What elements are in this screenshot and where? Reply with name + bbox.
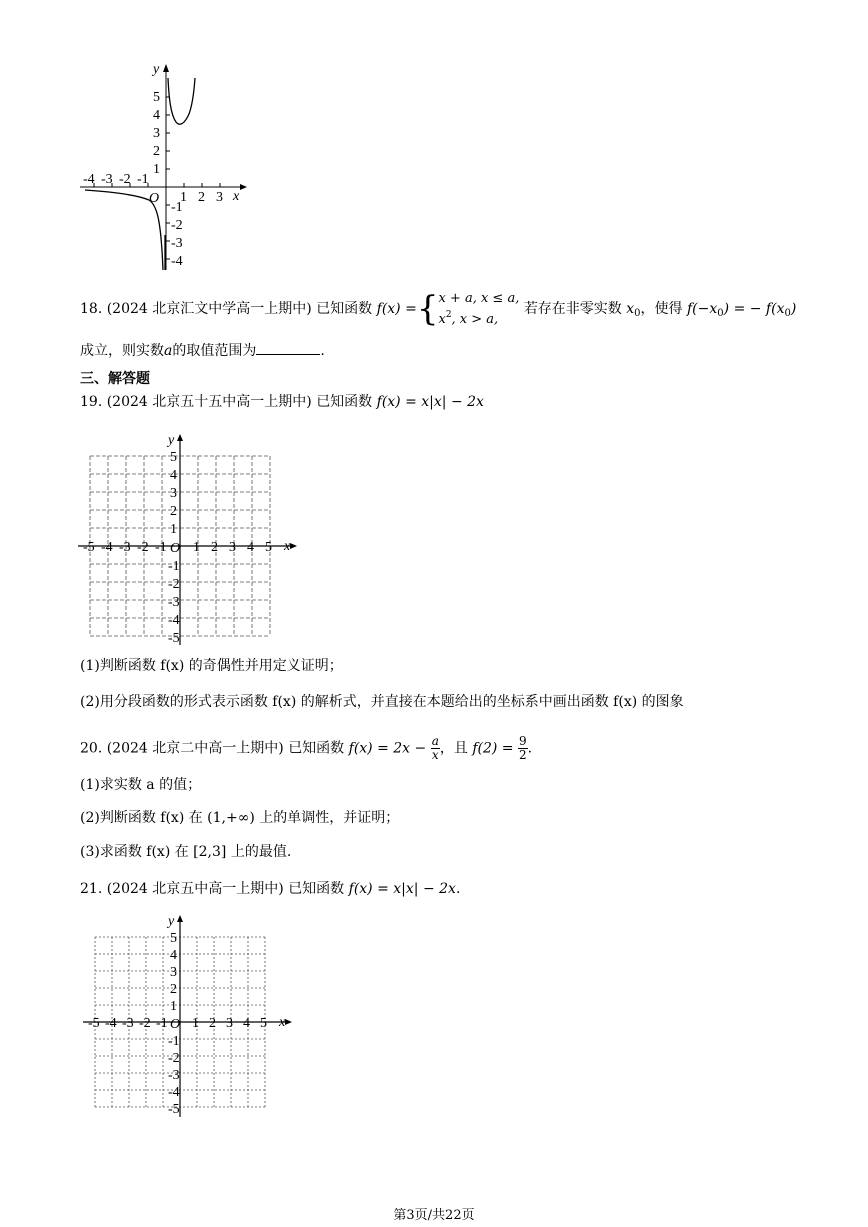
q19-x-tick-label: 4 — [247, 540, 254, 555]
q19-number: 19. — [80, 394, 103, 410]
q19-y-tick-label: -1 — [168, 559, 180, 574]
q20-formula-a: f(x) = 2x − — [348, 740, 427, 757]
q19-x-arrow — [290, 543, 297, 549]
q20-part2: (2)判断函数 f(x) 在 (1,+∞) 上的单调性，并证明； — [80, 810, 400, 826]
q18-case2-rest: , x > a, — [451, 312, 499, 327]
q20-frac-den: x — [431, 748, 439, 762]
graph1-yt-3: 3 — [153, 126, 160, 141]
graph1-xt-n3: -3 — [101, 172, 113, 187]
q21-text: 已知函数 — [288, 881, 345, 897]
q21-x-tick-label: 1 — [192, 1016, 199, 1031]
q21-x-tick-label: 2 — [209, 1016, 216, 1031]
q20-frac2-num: 9 — [518, 734, 527, 748]
q21-y-tick-label: 1 — [170, 999, 177, 1014]
q19-part1: (1)判断函数 f(x) 的奇偶性并用定义证明； — [80, 658, 343, 674]
q18-var-a: a — [164, 343, 173, 359]
q18-line2-text: 成立，则实数 — [80, 343, 164, 359]
graph1-curve-right — [168, 78, 195, 124]
graph1-ytn-1: -1 — [171, 200, 183, 215]
q21-number: 21. — [80, 881, 103, 897]
q18-period: . — [320, 343, 325, 359]
graph1-origin-label: O — [149, 191, 160, 206]
q20-part3: (3)求函数 f(x) 在 [2,3] 上的最值. — [80, 844, 292, 860]
function-graph-1 — [75, 60, 255, 275]
graph1-yt-1: 1 — [153, 162, 160, 177]
q21-y-tick-label: -3 — [168, 1068, 180, 1083]
q19-origin-label: O — [170, 541, 181, 556]
q21-origin-label: O — [170, 1017, 181, 1032]
q18-line2 — [80, 342, 325, 360]
graph1-yt-4: 4 — [153, 108, 160, 123]
q21-y-tick-label: -5 — [168, 1102, 180, 1117]
q19-x-tick-label: 1 — [193, 540, 200, 555]
q21-period: . — [455, 881, 461, 897]
q18-text-b: 若存在非零实数 — [523, 301, 622, 317]
q21-y-tick-label: 4 — [170, 948, 177, 963]
q18-cond-end: ) — [790, 301, 797, 317]
q19-formula: f(x) = x|x| − 2x — [376, 394, 484, 410]
q21-y-arrow — [177, 915, 183, 922]
q18-case2-base: x — [438, 312, 446, 327]
graph1-x-arrow — [240, 184, 247, 190]
q19-x-tick-label: 2 — [211, 540, 218, 555]
q21-x-tick-label: -3 — [122, 1016, 134, 1031]
q21-x-arrow — [285, 1019, 292, 1025]
q19-text: 已知函数 — [316, 394, 373, 410]
q20-fraction-a-over-x — [431, 735, 440, 762]
coordinate-grid-q19 — [75, 420, 305, 645]
q19-y-tick-label: 1 — [170, 522, 177, 537]
q20-number: 20. — [80, 740, 103, 757]
q19-part2: (2)用分段函数的形式表示函数 f(x) 的解析式，并直接在本题给出的坐标系中画出函数 f(x) 的图象 — [80, 694, 684, 710]
q19-x-tick-label: -5 — [83, 540, 95, 555]
q21-x-label: x — [279, 1015, 286, 1030]
q20-fraction-9-over-2 — [518, 735, 528, 762]
q19-y-tick-label: 2 — [170, 504, 177, 519]
graph1-xt-n2: -2 — [119, 172, 131, 187]
q18-number: 18. — [80, 301, 103, 317]
graph1-y-label: y — [153, 62, 160, 77]
graph1-xt-2: 2 — [198, 190, 205, 205]
q18-text-c: ，使得 — [640, 301, 683, 317]
q18-cond-sub: 0 — [717, 308, 724, 319]
q20-part1: (1)求实数 a 的值； — [80, 777, 202, 793]
graph1-yt-2: 2 — [153, 144, 160, 159]
q20-formula-b: f(2) = — [472, 740, 514, 757]
q20-frac2-den: 2 — [518, 748, 527, 762]
graph1-y-arrow — [163, 64, 169, 72]
q18-answer-blank[interactable] — [256, 342, 320, 355]
graph1-xt-n1: -1 — [137, 172, 149, 187]
q19-x-tick-label: -4 — [101, 540, 113, 555]
q20-period: . — [527, 740, 533, 757]
q21-formula: f(x) = x|x| − 2x — [348, 881, 456, 897]
q18-cond-sub2: 0 — [784, 308, 791, 319]
q18-cases — [438, 290, 519, 328]
q19-x-tick-label: -2 — [137, 540, 149, 555]
q21-y-tick-label: 2 — [170, 982, 177, 997]
q18-x0: x — [626, 301, 635, 317]
page-footer: 第3页/共22页 — [393, 1208, 475, 1223]
q21-x-tick-label: -5 — [88, 1016, 100, 1031]
q21-x-tick-label: -1 — [156, 1016, 168, 1031]
question-20 — [80, 735, 532, 762]
q18-x0-sub: 0 — [634, 308, 641, 319]
q19-y-tick-label: 5 — [170, 450, 177, 465]
q19-y-tick-label: 4 — [170, 468, 177, 483]
graph1-yt-5: 5 — [153, 90, 160, 105]
graph1-x-label: x — [233, 189, 240, 204]
q21-x-tick-label: 4 — [243, 1016, 250, 1031]
graph1-ytn-3: -3 — [171, 236, 183, 251]
q19-source: (2024 北京五十五中高一上期中) — [106, 394, 312, 410]
q18-case1: x + a, x ≤ a, — [438, 291, 520, 306]
q19-y-tick-label: 3 — [170, 486, 177, 501]
q21-y-tick-label: -1 — [168, 1034, 180, 1049]
q19-x-tick-label: -1 — [155, 540, 167, 555]
q18-line2-end: 的取值范围为 — [172, 343, 257, 359]
coordinate-grid-q21 — [75, 905, 305, 1120]
graph1-ytn-2: -2 — [171, 218, 183, 233]
q19-y-tick-label: -4 — [168, 613, 180, 628]
q19-y-tick-label: -3 — [168, 595, 180, 610]
q19-y-label: y — [168, 433, 175, 448]
q19-y-arrow — [177, 434, 183, 441]
q21-y-tick-label: -2 — [168, 1051, 180, 1066]
q21-y-tick-label: 3 — [170, 965, 177, 980]
q21-y-tick-label: 5 — [170, 931, 177, 946]
q21-y-tick-label: -4 — [168, 1085, 180, 1100]
q21-source: (2024 北京五中高一上期中) — [106, 881, 284, 897]
q21-x-tick-label: 5 — [260, 1016, 267, 1031]
q19-y-tick-label: -2 — [168, 577, 180, 592]
graph1-ytn-4: -4 — [171, 254, 183, 269]
question-21 — [80, 880, 460, 898]
graph1-xt-n4: -4 — [83, 172, 95, 187]
q18-brace: { — [416, 289, 439, 329]
question-18 — [80, 290, 796, 328]
q19-x-label: x — [284, 539, 291, 554]
q19-y-tick-label: -5 — [168, 631, 180, 645]
q21-x-tick-label: 3 — [226, 1016, 233, 1031]
q20-frac-num: a — [431, 734, 439, 748]
q19-x-tick-label: -3 — [119, 540, 131, 555]
q18-source: (2024 北京汇文中学高一上期中) — [106, 301, 312, 317]
q18-case2-exp: 2 — [445, 310, 452, 320]
q18-func: f(x) = — [376, 301, 417, 317]
q18-cond-mid: ) = − f(x — [723, 301, 785, 317]
q18-text-a: 已知函数 — [316, 301, 373, 317]
q21-x-tick-label: -2 — [139, 1016, 151, 1031]
section-3-title: 三、解答题 — [80, 371, 150, 387]
q21-x-tick-label: -4 — [105, 1016, 117, 1031]
q19-x-tick-label: 3 — [229, 540, 236, 555]
graph1-xt-3: 3 — [216, 190, 223, 205]
question-19 — [80, 393, 484, 411]
q20-source: (2024 北京二中高一上期中) — [106, 740, 284, 757]
q20-text-b: ，且 — [439, 740, 468, 757]
q20-text: 已知函数 — [288, 740, 345, 757]
q18-cond: f(−x — [687, 301, 718, 317]
q19-x-tick-label: 5 — [265, 540, 272, 555]
graph1-xt-1: 1 — [180, 190, 187, 205]
q21-y-label: y — [168, 914, 175, 929]
